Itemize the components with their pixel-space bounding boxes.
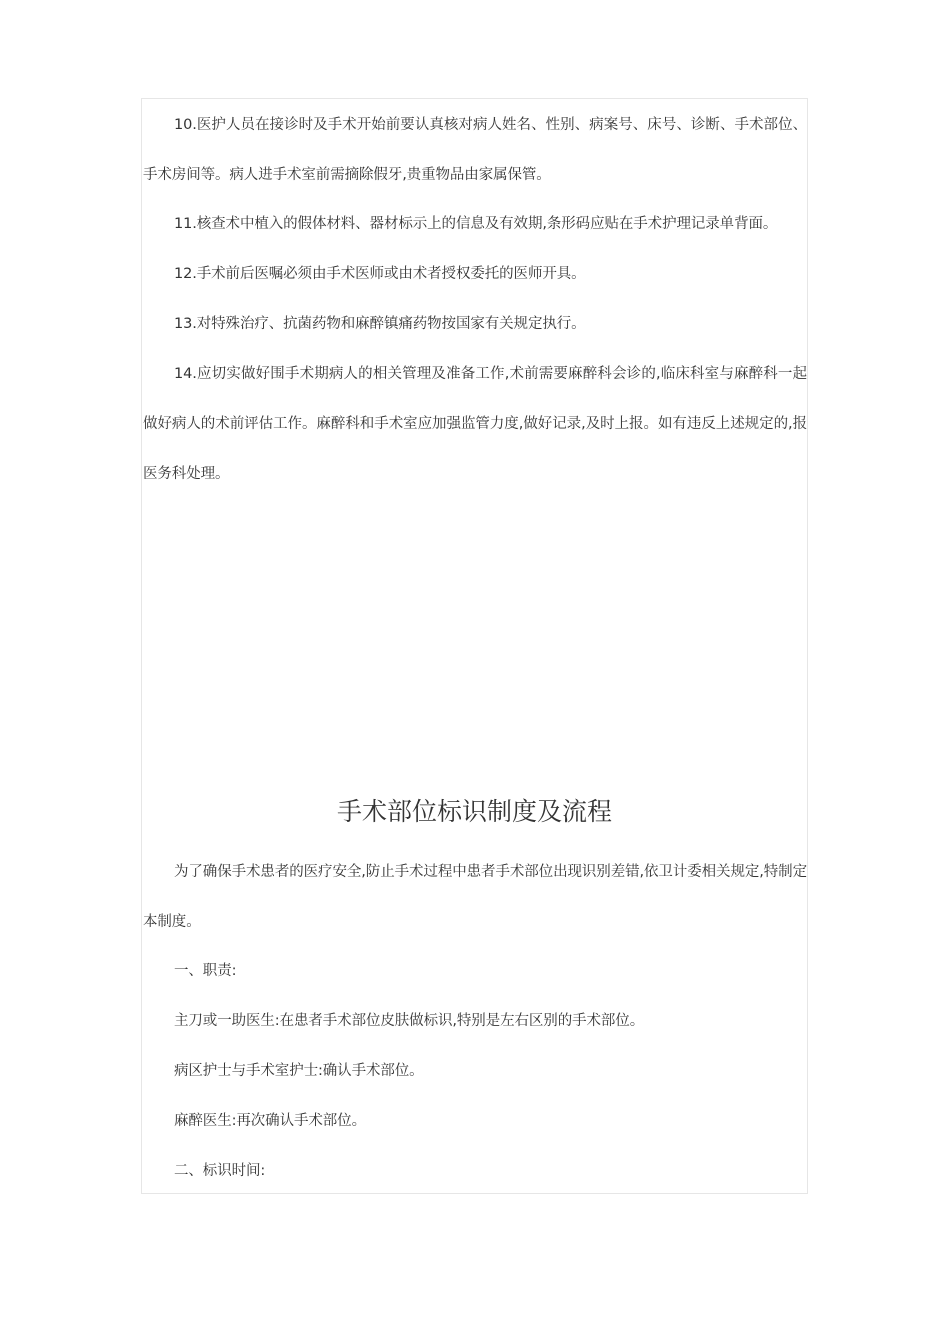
paragraph-item-11: 11.核查术中植入的假体材料、器材标示上的信息及有效期,条形码应贴在手术护理记录单背面。 [174,216,778,232]
paragraph-item-12: 12.手术前后医嘱必须由手术医师或由术者授权委托的医师开具。 [174,266,586,282]
heading-duties: 一、职责: [174,963,237,979]
duty-surgeon: 主刀或一助医生:在患者手术部位皮肤做标识,特别是左右区别的手术部位。 [174,1013,645,1029]
paragraph-item-10: 10.医护人员在接诊时及手术开始前要认真核对病人姓名、性别、病案号、床号、诊断、手术部位、手术房间等。病人进手术室前需摘除假牙,贵重物品由家属保管。 [143,117,807,183]
intro-paragraph: 为了确保手术患者的医疗安全,防止手术过程中患者手术部位出现识别差错,依卫计委相关规定,特制定本制度。 [143,864,807,930]
section-title: 手术部位标识制度及流程 [336,797,612,826]
duty-nurse: 病区护士与手术室护士:确认手术部位。 [174,1063,424,1079]
paragraph-item-13: 13.对特殊治疗、抗菌药物和麻醉镇痛药物按国家有关规定执行。 [174,316,586,332]
duty-anesthesiologist: 麻醉医生:再次确认手术部位。 [174,1113,366,1129]
heading-marking-time: 二、标识时间: [174,1163,266,1179]
paragraph-item-14: 14.应切实做好围手术期病人的相关管理及准备工作,术前需要麻醉科会诊的,临床科室与麻醉科一起做好病人的术前评估工作。麻醉科和手术室应加强监管力度,做好记录,及时上报。如有违反上述规定的,报医务科处理。 [143,366,807,482]
